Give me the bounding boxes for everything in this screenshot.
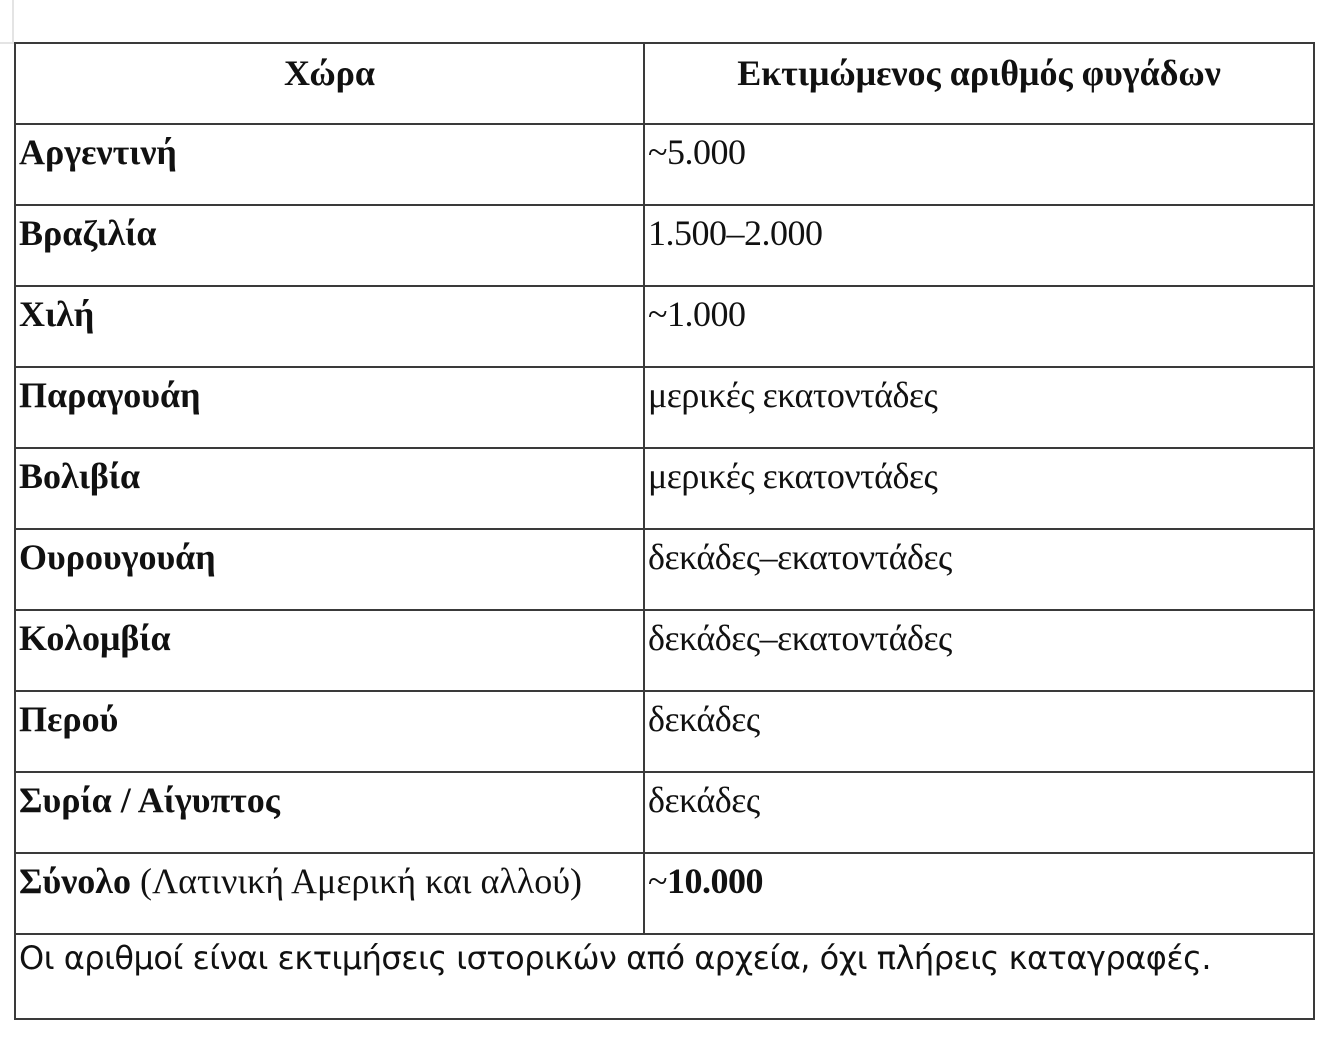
footnote-row xyxy=(15,934,1314,1019)
estimate-cell: 1.500–2.000 xyxy=(644,205,1314,286)
total-label-note: (Λατινική Αμερική και αλλού) xyxy=(131,861,583,901)
total-label: Σύνολο xyxy=(19,861,131,901)
country-cell: Βολιβία xyxy=(15,448,644,529)
country-cell: Αργεντινή xyxy=(15,124,644,205)
total-tilde: ~ xyxy=(648,861,667,901)
table-row xyxy=(15,286,1314,367)
country-cell: Κολομβία xyxy=(15,610,644,691)
footnote: Οι αριθμοί είναι εκτιμήσεις ιστορικών από αρχεία, όχι πλήρεις καταγραφές. xyxy=(15,934,1314,1019)
estimate-cell: μερικές εκατοντάδες xyxy=(644,448,1314,529)
header-country: Χώρα xyxy=(15,43,644,124)
refugees-table xyxy=(14,42,1315,1020)
table-row xyxy=(15,691,1314,772)
table-row xyxy=(15,610,1314,691)
estimate-cell: δεκάδες xyxy=(644,691,1314,772)
table-row xyxy=(15,367,1314,448)
total-value: 10.000 xyxy=(666,861,763,901)
total-label-cell xyxy=(15,853,644,934)
page-corner-marker xyxy=(0,0,14,44)
estimate-cell: δεκάδες–εκατοντάδες xyxy=(644,610,1314,691)
country-cell: Ουρουγουάη xyxy=(15,529,644,610)
table-row xyxy=(15,448,1314,529)
estimate-cell: δεκάδες–εκατοντάδες xyxy=(644,529,1314,610)
table-row xyxy=(15,772,1314,853)
estimate-cell: μερικές εκατοντάδες xyxy=(644,367,1314,448)
estimate-cell: δεκάδες xyxy=(644,772,1314,853)
country-cell: Χιλή xyxy=(15,286,644,367)
header-estimate: Εκτιμώμενος αριθμός φυγάδων xyxy=(644,43,1314,124)
estimate-cell: ~5.000 xyxy=(644,124,1314,205)
country-cell: Περού xyxy=(15,691,644,772)
table-header-row xyxy=(15,43,1314,124)
country-cell: Συρία / Αίγυπτος xyxy=(15,772,644,853)
total-row xyxy=(15,853,1314,934)
estimate-cell: ~1.000 xyxy=(644,286,1314,367)
table-row xyxy=(15,205,1314,286)
country-cell: Παραγουάη xyxy=(15,367,644,448)
country-cell: Βραζιλία xyxy=(15,205,644,286)
total-value-cell xyxy=(644,853,1314,934)
table-row xyxy=(15,124,1314,205)
table-row xyxy=(15,529,1314,610)
